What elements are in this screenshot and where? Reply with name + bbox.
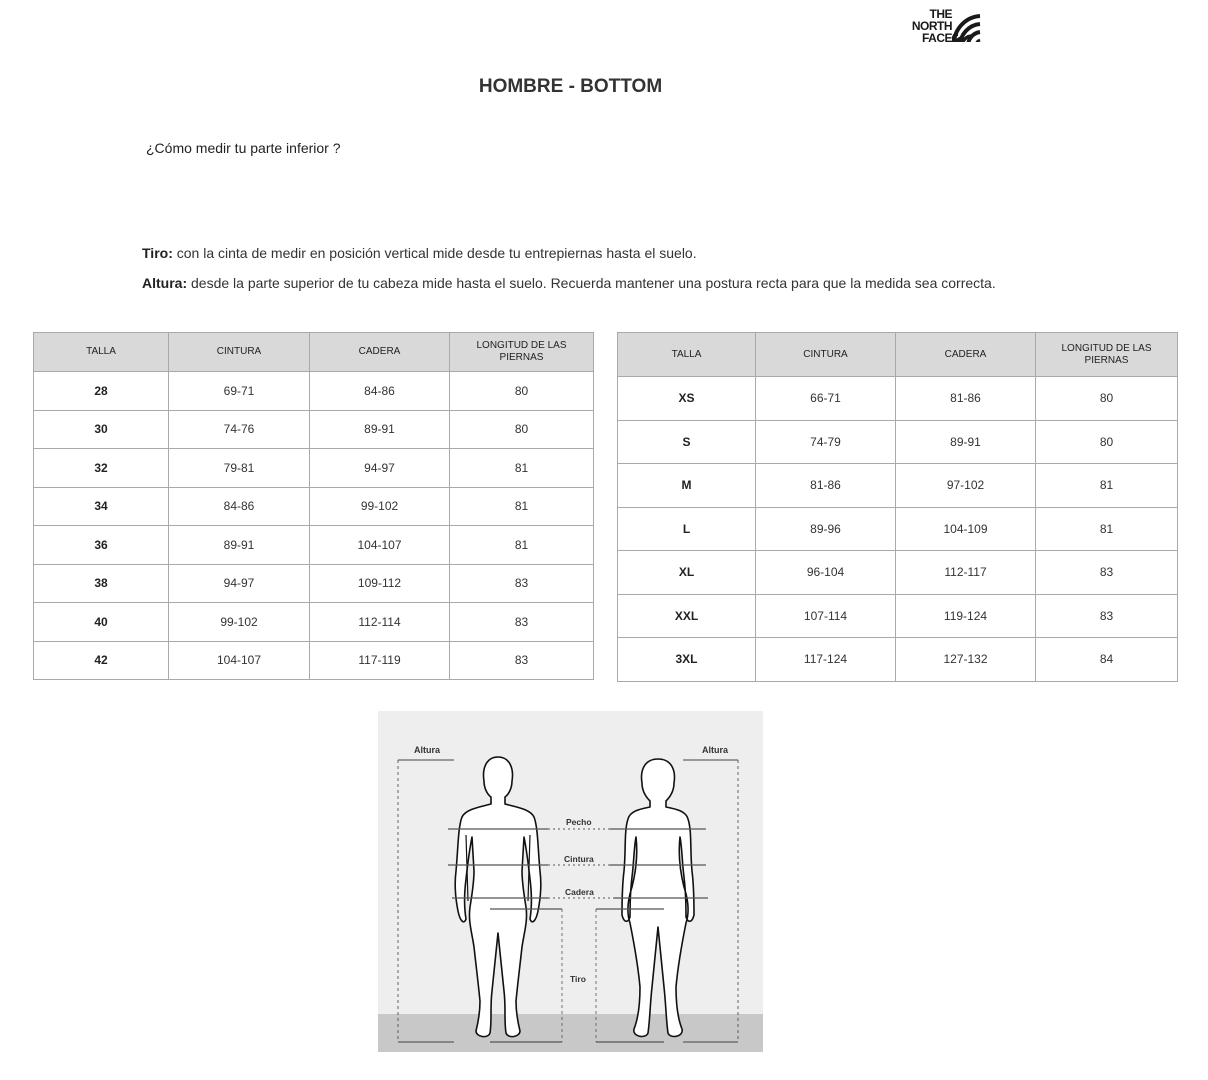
longitud-cell: 80: [1036, 420, 1178, 464]
pecho-label: Pecho: [566, 817, 592, 827]
cadera-cell: 117-119: [310, 641, 450, 680]
table-row: [618, 638, 1178, 682]
measurement-guide-figure: [378, 711, 763, 1052]
cintura-cell: 107-114: [756, 594, 896, 638]
table-row: [618, 594, 1178, 638]
cadera-cell: 99-102: [310, 487, 450, 526]
header-longitud-piernas: LONGITUD DE LAS PIERNAS: [450, 333, 594, 372]
table-row: [34, 526, 594, 565]
definition-text: con la cinta de medir en posición vertical mide desde tu entrepiernas hasta el suelo.: [172, 245, 697, 261]
the-north-face-logo: [898, 8, 982, 48]
longitud-cell: 83: [450, 603, 594, 642]
table-row: [34, 564, 594, 603]
cintura-cell: 117-124: [756, 638, 896, 682]
cadera-cell: 109-112: [310, 564, 450, 603]
size-cell: 32: [34, 449, 169, 488]
page-title: HOMBRE - BOTTOM: [478, 76, 663, 97]
figure-background: [378, 711, 763, 1052]
header-cintura: CINTURA: [756, 333, 896, 377]
cadera-cell: 84-86: [310, 372, 450, 411]
header-cintura: CINTURA: [169, 333, 310, 372]
figure-floor: [378, 1014, 763, 1052]
cadera-cell: 119-124: [896, 594, 1036, 638]
longitud-cell: 84: [1036, 638, 1178, 682]
table-header-row: [34, 333, 594, 372]
size-cell: 38: [34, 564, 169, 603]
header-cadera: CADERA: [310, 333, 450, 372]
tiro-label: Tiro: [570, 974, 586, 984]
size-table-numeric: [33, 332, 594, 680]
table-row: [618, 420, 1178, 464]
definition-text: desde la parte superior de tu cabeza mide hasta el suelo. Recuerda mantener una postura recta para que la medida sea correcta.: [187, 275, 996, 291]
size-cell: L: [618, 507, 756, 551]
table-row: [618, 464, 1178, 508]
cadera-cell: 112-117: [896, 551, 1036, 595]
header-talla: TALLA: [34, 333, 169, 372]
altura-right-label: Altura: [702, 745, 729, 755]
longitud-cell: 80: [1036, 377, 1178, 421]
cintura-cell: 74-79: [756, 420, 896, 464]
cintura-cell: 66-71: [756, 377, 896, 421]
cadera-label: Cadera: [565, 887, 594, 897]
cintura-cell: 96-104: [756, 551, 896, 595]
table-row: [618, 551, 1178, 595]
cintura-cell: 81-86: [756, 464, 896, 508]
table-row: [34, 372, 594, 411]
table-row: [34, 603, 594, 642]
size-cell: 36: [34, 526, 169, 565]
size-cell: S: [618, 420, 756, 464]
size-cell: 30: [34, 410, 169, 449]
table-header-row: [618, 333, 1178, 377]
longitud-cell: 81: [450, 487, 594, 526]
size-cell: M: [618, 464, 756, 508]
cintura-cell: 89-96: [756, 507, 896, 551]
cintura-cell: 89-91: [169, 526, 310, 565]
longitud-cell: 80: [450, 372, 594, 411]
size-cell: XXL: [618, 594, 756, 638]
size-table-letter: [617, 332, 1178, 682]
definition-tiro: [142, 245, 697, 261]
size-cell: 40: [34, 603, 169, 642]
cadera-cell: 127-132: [896, 638, 1036, 682]
logo-wordmark: THE NORTH FACE: [911, 7, 952, 45]
table-row: [34, 641, 594, 680]
longitud-cell: 81: [450, 449, 594, 488]
longitud-cell: 83: [450, 564, 594, 603]
cintura-cell: 99-102: [169, 603, 310, 642]
definition-term: Altura:: [142, 275, 188, 291]
longitud-cell: 81: [1036, 464, 1178, 508]
cintura-cell: 84-86: [169, 487, 310, 526]
header-talla: TALLA: [618, 333, 756, 377]
how-to-measure-subtitle: ¿Cómo medir tu parte inferior ?: [146, 140, 341, 156]
cintura-cell: 74-76: [169, 410, 310, 449]
half-dome-icon: [952, 8, 982, 46]
cadera-cell: 94-97: [310, 449, 450, 488]
cadera-cell: 89-91: [896, 420, 1036, 464]
cadera-cell: 89-91: [310, 410, 450, 449]
cadera-cell: 81-86: [896, 377, 1036, 421]
size-cell: 3XL: [618, 638, 756, 682]
longitud-cell: 81: [450, 526, 594, 565]
cadera-cell: 104-109: [896, 507, 1036, 551]
table-row: [618, 377, 1178, 421]
header-longitud-piernas: LONGITUD DE LAS PIERNAS: [1036, 333, 1178, 377]
longitud-cell: 81: [1036, 507, 1178, 551]
cintura-label: Cintura: [564, 854, 594, 864]
header-cadera: CADERA: [896, 333, 1036, 377]
size-cell: 28: [34, 372, 169, 411]
cintura-cell: 69-71: [169, 372, 310, 411]
size-cell: XL: [618, 551, 756, 595]
longitud-cell: 83: [450, 641, 594, 680]
cadera-cell: 112-114: [310, 603, 450, 642]
cadera-cell: 97-102: [896, 464, 1036, 508]
cadera-cell: 104-107: [310, 526, 450, 565]
table-row: [34, 487, 594, 526]
size-cell: XS: [618, 377, 756, 421]
definition-altura: [142, 275, 996, 291]
longitud-cell: 80: [450, 410, 594, 449]
table-row: [618, 507, 1178, 551]
cintura-cell: 104-107: [169, 641, 310, 680]
altura-left-label: Altura: [414, 745, 441, 755]
longitud-cell: 83: [1036, 594, 1178, 638]
definition-term: Tiro:: [142, 245, 173, 261]
table-row: [34, 449, 594, 488]
size-cell: 34: [34, 487, 169, 526]
cintura-cell: 94-97: [169, 564, 310, 603]
cintura-cell: 79-81: [169, 449, 310, 488]
size-cell: 42: [34, 641, 169, 680]
longitud-cell: 83: [1036, 551, 1178, 595]
table-row: [34, 410, 594, 449]
